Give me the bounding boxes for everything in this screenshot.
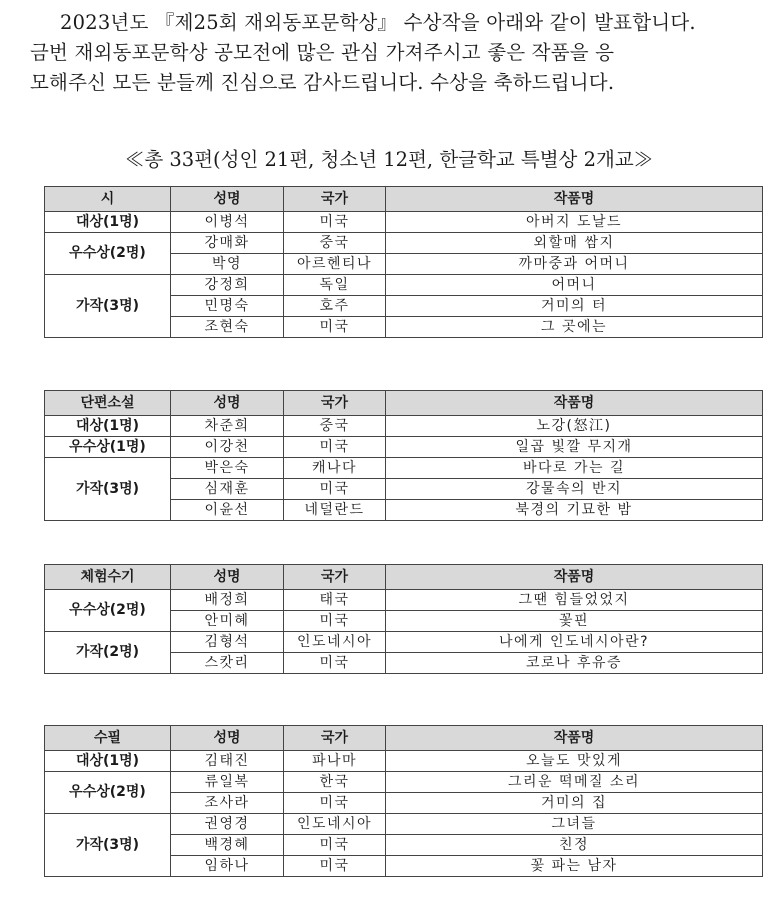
winner-country: 미국: [284, 437, 386, 458]
column-header: 성명: [171, 726, 284, 751]
work-title: 일곱 빛깔 무지개: [386, 437, 763, 458]
winner-name: 이강천: [171, 437, 284, 458]
work-title: 외할매 쌈지: [386, 233, 763, 254]
work-title: 그 곳에는: [386, 317, 763, 338]
work-title: 어머니: [386, 275, 763, 296]
winner-country: 미국: [284, 611, 386, 632]
winner-country: 독일: [284, 275, 386, 296]
table-row: [45, 458, 763, 479]
work-title: 나에게 인도네시아란?: [386, 632, 763, 653]
winner-country: 인도네시아: [284, 632, 386, 653]
award-category: 우수상(2명): [45, 772, 171, 814]
table-row: [45, 212, 763, 233]
column-header: 국가: [284, 726, 386, 751]
winner-name: 강매화: [171, 233, 284, 254]
winner-name: 박은숙: [171, 458, 284, 479]
work-title: 강물속의 반지: [386, 479, 763, 500]
column-header: 작품명: [386, 187, 763, 212]
winner-name: 권영경: [171, 814, 284, 835]
table-header-row: [45, 565, 763, 590]
table-row: [45, 751, 763, 772]
work-title: 꽃핀: [386, 611, 763, 632]
award-category: 우수상(1명): [45, 437, 171, 458]
work-title: 까마중과 어머니: [386, 254, 763, 275]
award-category: 대상(1명): [45, 751, 171, 772]
table-header-row: [45, 726, 763, 751]
column-header: 국가: [284, 391, 386, 416]
winner-country: 캐나다: [284, 458, 386, 479]
winner-name: 심재훈: [171, 479, 284, 500]
winner-country: 미국: [284, 653, 386, 674]
work-title: 거미의 집: [386, 793, 763, 814]
award-category: 대상(1명): [45, 416, 171, 437]
winner-country: 중국: [284, 416, 386, 437]
table-row: [45, 590, 763, 611]
table-row: [45, 814, 763, 835]
winner-country: 미국: [284, 856, 386, 877]
column-header: 작품명: [386, 726, 763, 751]
work-title: 그땐 힘들었었지: [386, 590, 763, 611]
winner-country: 미국: [284, 835, 386, 856]
column-header: 국가: [284, 565, 386, 590]
column-header: 성명: [171, 391, 284, 416]
winner-country: 호주: [284, 296, 386, 317]
table-header-row: [45, 187, 763, 212]
winner-name: 민명숙: [171, 296, 284, 317]
award-table-essay: [44, 725, 763, 877]
award-table-poetry: [44, 186, 763, 338]
winner-name: 류일복: [171, 772, 284, 793]
summary-line: ≪총 33편(성인 21편, 청소년 12편, 한글학교 특별상 2개교≫: [124, 148, 654, 171]
award-category: 대상(1명): [45, 212, 171, 233]
work-title: 그리운 떡메질 소리: [386, 772, 763, 793]
award-category: 우수상(2명): [45, 233, 171, 275]
award-category: 가작(2명): [45, 632, 171, 674]
winner-name: 강정희: [171, 275, 284, 296]
winner-country: 미국: [284, 479, 386, 500]
work-title: 북경의 기묘한 밤: [386, 500, 763, 521]
award-table-short-story: [44, 390, 763, 521]
winner-name: 차준희: [171, 416, 284, 437]
work-title: 꽃 파는 남자: [386, 856, 763, 877]
winner-country: 미국: [284, 793, 386, 814]
winner-country: 미국: [284, 212, 386, 233]
winner-name: 백경혜: [171, 835, 284, 856]
award-category: 가작(3명): [45, 814, 171, 877]
work-title: 거미의 터: [386, 296, 763, 317]
table-row: [45, 233, 763, 254]
table-row: [45, 772, 763, 793]
table-row: [45, 416, 763, 437]
winner-country: 네덜란드: [284, 500, 386, 521]
winner-name: 김형석: [171, 632, 284, 653]
award-table-memoir: [44, 564, 763, 674]
winner-name: 안미혜: [171, 611, 284, 632]
award-category: 가작(3명): [45, 458, 171, 521]
column-header: 성명: [171, 565, 284, 590]
intro-line-1: 2023년도 『제25회 재외동포문학상』 수상작을 아래와 같이 발표합니다.: [60, 11, 696, 34]
work-title: 그녀들: [386, 814, 763, 835]
winner-name: 이윤선: [171, 500, 284, 521]
column-header: 성명: [171, 187, 284, 212]
winner-name: 김태진: [171, 751, 284, 772]
table-header-row: [45, 391, 763, 416]
award-category: 가작(3명): [45, 275, 171, 338]
winner-country: 인도네시아: [284, 814, 386, 835]
announcement-text: [30, 8, 770, 98]
column-header: 시: [45, 187, 171, 212]
table-row: [45, 275, 763, 296]
intro-line-3: 모해주신 모든 분들께 진심으로 감사드립니다. 수상을 축하드립니다.: [30, 71, 615, 94]
column-header: 국가: [284, 187, 386, 212]
winner-name: 조현숙: [171, 317, 284, 338]
table-row: [45, 632, 763, 653]
winner-name: 임하나: [171, 856, 284, 877]
column-header: 수필: [45, 726, 171, 751]
column-header: 작품명: [386, 565, 763, 590]
winner-country: 미국: [284, 317, 386, 338]
column-header: 체험수기: [45, 565, 171, 590]
winner-name: 스캇리: [171, 653, 284, 674]
winner-country: 태국: [284, 590, 386, 611]
intro-line-2: 금번 재외동포문학상 공모전에 많은 관심 가져주시고 좋은 작품을 응: [30, 41, 615, 64]
table-row: [45, 437, 763, 458]
award-category: 우수상(2명): [45, 590, 171, 632]
winner-country: 한국: [284, 772, 386, 793]
winner-country: 중국: [284, 233, 386, 254]
winner-name: 박영: [171, 254, 284, 275]
winner-name: 조사라: [171, 793, 284, 814]
work-title: 노강(怒江): [386, 416, 763, 437]
work-title: 아버지 도날드: [386, 212, 763, 233]
winner-country: 아르헨티나: [284, 254, 386, 275]
work-title: 바다로 가는 길: [386, 458, 763, 479]
column-header: 단편소설: [45, 391, 171, 416]
winner-name: 배정희: [171, 590, 284, 611]
winner-country: 파나마: [284, 751, 386, 772]
winner-name: 이병석: [171, 212, 284, 233]
work-title: 코로나 후유증: [386, 653, 763, 674]
work-title: 친정: [386, 835, 763, 856]
column-header: 작품명: [386, 391, 763, 416]
work-title: 오늘도 맛있게: [386, 751, 763, 772]
